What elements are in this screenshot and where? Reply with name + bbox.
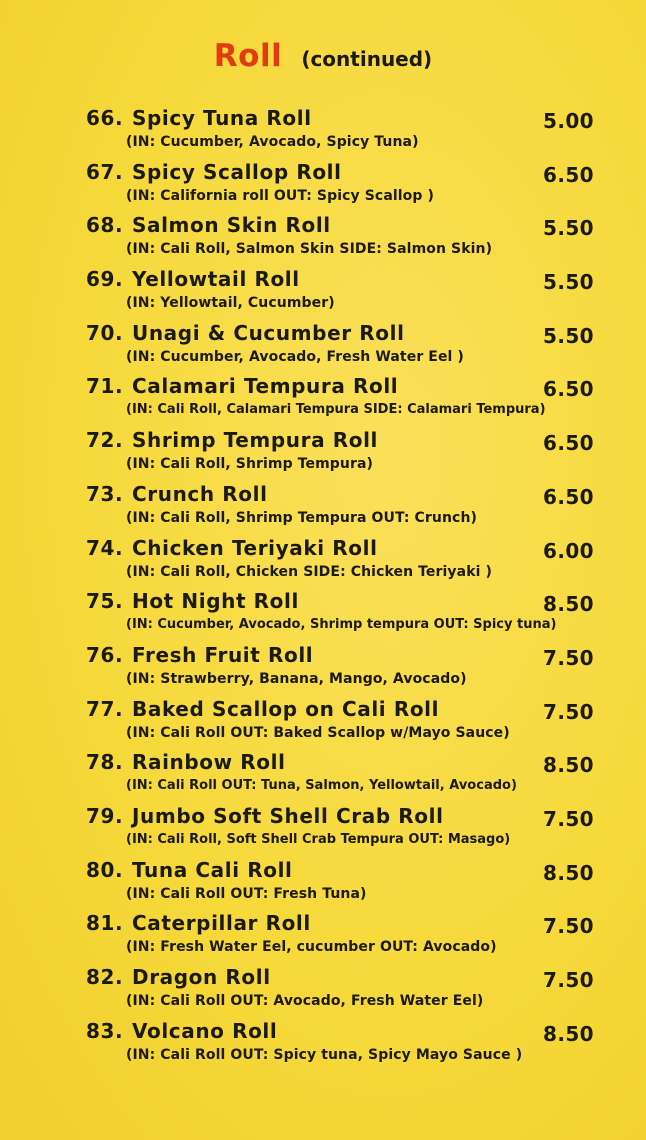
menu-item xyxy=(0,583,646,637)
item-description: (IN: Yellowtail, Cucumber) xyxy=(126,295,335,312)
item-description: (IN: Cali Roll OUT: Spicy tuna, Spicy Mayo Sauce ) xyxy=(126,1046,523,1063)
item-description: (IN: Fresh Water Eel, cucumber OUT: Avocado) xyxy=(126,939,497,956)
item-number: 67. xyxy=(86,159,124,184)
item-description: (IN: Cali Roll OUT: Fresh Tuna) xyxy=(126,885,367,902)
menu-item-list xyxy=(0,100,646,1066)
item-name: Fresh Fruit Roll xyxy=(132,642,314,667)
item-number: 79. xyxy=(86,803,124,828)
item-name: Caterpillar Roll xyxy=(132,911,311,936)
section-header xyxy=(0,38,646,74)
item-number: 75. xyxy=(86,589,124,614)
item-description: (IN: Cucumber, Avocado, Shrimp tempura OUT: Spicy tuna) xyxy=(126,617,557,633)
item-name: Calamari Tempura Roll xyxy=(132,374,399,399)
item-description: (IN: Cali Roll, Shrimp Tempura) xyxy=(126,456,374,473)
item-name: Rainbow Roll xyxy=(132,750,286,775)
menu-item xyxy=(0,100,646,154)
item-price: 6.50 xyxy=(543,377,594,402)
menu-item xyxy=(0,207,646,261)
menu-item xyxy=(0,1013,646,1067)
item-description: (IN: Cucumber, Avocado, Fresh Water Eel ) xyxy=(126,348,464,365)
item-number: 77. xyxy=(86,696,124,721)
menu-item xyxy=(0,744,646,798)
item-description: (IN: Cali Roll OUT: Avocado, Fresh Water Eel) xyxy=(126,993,484,1009)
item-price: 5.50 xyxy=(543,270,594,295)
item-name: Spicy Scallop Roll xyxy=(132,159,342,184)
item-description: (IN: Cali Roll, Chicken SIDE: Chicken Teriyaki ) xyxy=(126,563,492,580)
item-name: Dragon Roll xyxy=(132,965,271,989)
menu-item xyxy=(0,798,646,852)
item-number: 72. xyxy=(86,428,124,453)
item-number: 66. xyxy=(86,106,124,130)
item-name: Unagi & Cucumber Roll xyxy=(132,320,405,345)
item-number: 74. xyxy=(86,535,124,560)
item-description: (IN: Cali Roll, Salmon Skin SIDE: Salmon Skin) xyxy=(126,241,493,258)
item-number: 83. xyxy=(86,1018,124,1043)
item-price: 6.50 xyxy=(543,162,594,187)
item-description: (IN: Cali Roll, Soft Shell Crab Tempura OUT: Masago) xyxy=(126,831,511,847)
item-price: 8.50 xyxy=(543,860,594,885)
item-description: (IN: Cali Roll, Shrimp Tempura OUT: Crunch) xyxy=(126,509,478,526)
menu-item xyxy=(0,315,646,369)
item-price: 7.50 xyxy=(543,806,594,831)
item-name: Volcano Roll xyxy=(132,1018,278,1043)
menu-item xyxy=(0,261,646,315)
item-name: Spicy Tuna Roll xyxy=(132,106,312,130)
item-name: Hot Night Roll xyxy=(132,589,299,614)
item-number: 78. xyxy=(86,750,124,775)
menu-item xyxy=(0,368,646,422)
item-number: 81. xyxy=(86,911,124,936)
section-subtitle: (continued) xyxy=(301,47,433,71)
item-description: (IN: California roll OUT: Spicy Scallop ) xyxy=(126,187,434,204)
item-price: 8.50 xyxy=(543,753,594,778)
item-description: (IN: Cucumber, Avocado, Spicy Tuna) xyxy=(126,134,419,150)
item-name: Jumbo Soft Shell Crab Roll xyxy=(132,803,444,828)
item-price: 6.50 xyxy=(543,431,594,456)
item-name: Baked Scallop on Cali Roll xyxy=(132,696,440,721)
item-number: 73. xyxy=(86,481,124,506)
menu-item xyxy=(0,422,646,476)
item-number: 68. xyxy=(86,213,124,238)
item-name: Yellowtail Roll xyxy=(132,267,300,292)
item-number: 82. xyxy=(86,965,124,989)
item-name: Chicken Teriyaki Roll xyxy=(132,535,378,560)
item-number: 80. xyxy=(86,857,124,882)
item-price: 6.50 xyxy=(543,484,594,509)
item-price: 8.50 xyxy=(543,592,594,617)
item-number: 71. xyxy=(86,374,124,399)
section-title: Roll xyxy=(213,38,283,74)
item-price: 7.50 xyxy=(543,699,594,724)
menu-item xyxy=(0,691,646,745)
item-description: (IN: Cali Roll, Calamari Tempura SIDE: Calamari Tempura) xyxy=(126,402,546,418)
menu-item xyxy=(0,530,646,584)
item-number: 70. xyxy=(86,320,124,345)
menu-item xyxy=(0,852,646,906)
item-price: 7.50 xyxy=(543,968,594,992)
menu-item xyxy=(0,959,646,1013)
item-price: 5.50 xyxy=(543,323,594,348)
item-price: 7.50 xyxy=(543,914,594,939)
item-price: 5.00 xyxy=(543,109,594,133)
item-description: (IN: Cali Roll OUT: Tuna, Salmon, Yellowtail, Avocado) xyxy=(126,778,517,794)
item-name: Shrimp Tempura Roll xyxy=(132,428,378,453)
menu-item xyxy=(0,476,646,530)
menu-item xyxy=(0,154,646,208)
item-name: Crunch Roll xyxy=(132,481,268,506)
item-price: 7.50 xyxy=(543,645,594,670)
item-price: 5.50 xyxy=(543,216,594,241)
item-name: Salmon Skin Roll xyxy=(132,213,331,238)
menu-item xyxy=(0,637,646,691)
item-name: Tuna Cali Roll xyxy=(132,857,293,882)
item-price: 6.00 xyxy=(543,538,594,563)
item-price: 8.50 xyxy=(543,1021,594,1046)
item-number: 69. xyxy=(86,267,124,292)
menu-item xyxy=(0,905,646,959)
item-description: (IN: Strawberry, Banana, Mango, Avocado) xyxy=(126,670,467,687)
item-number: 76. xyxy=(86,642,124,667)
item-description: (IN: Cali Roll OUT: Baked Scallop w/Mayo Sauce) xyxy=(126,724,510,741)
